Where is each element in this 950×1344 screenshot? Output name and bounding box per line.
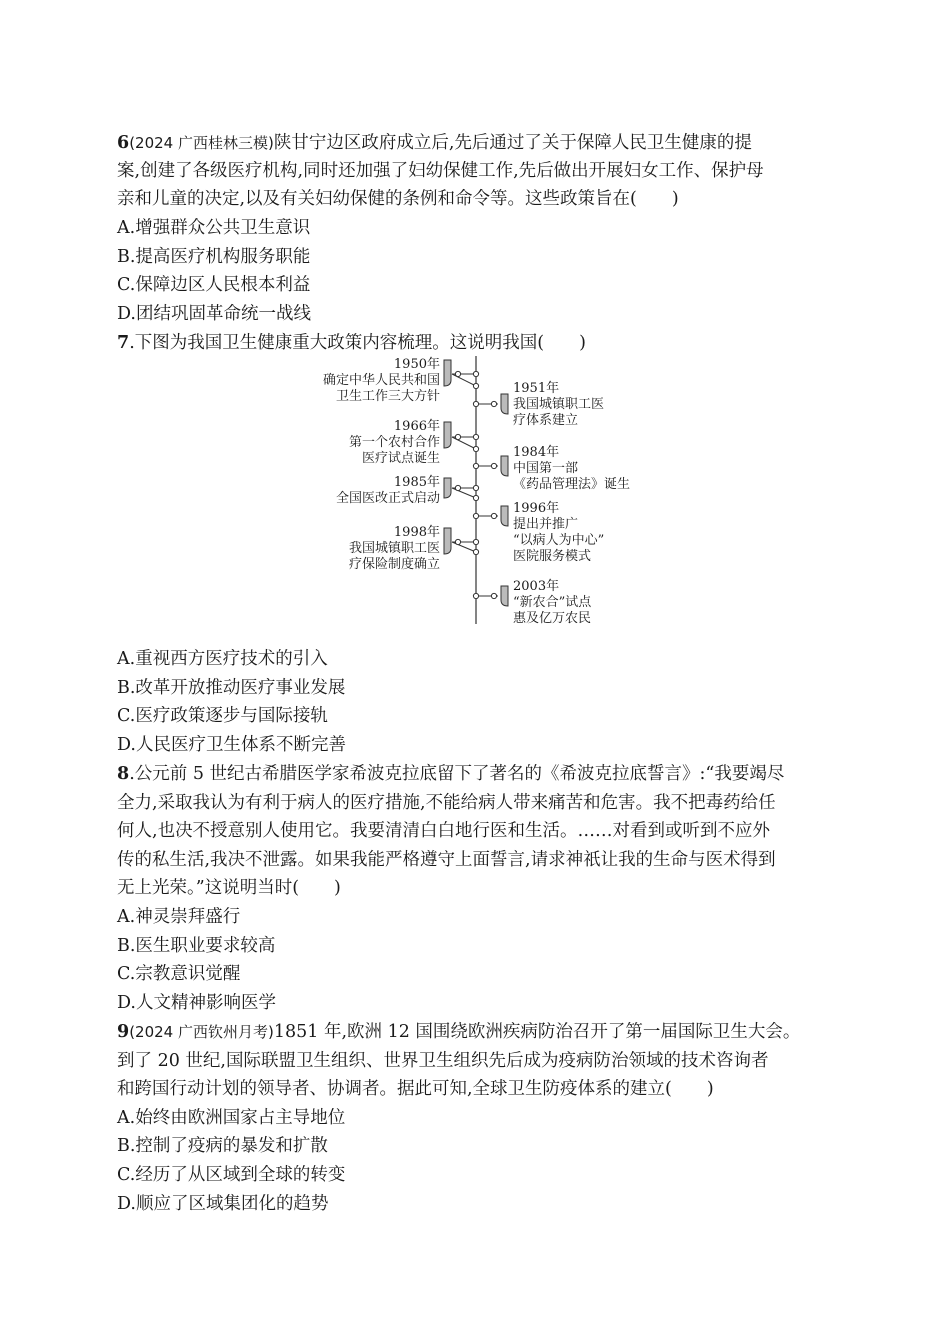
q6-option-c[interactable]: C.保障边区人民根本利益 bbox=[117, 275, 311, 295]
left-3-line1: 全国医改正式启动 bbox=[335, 491, 440, 506]
right-2-year: 1984年 bbox=[513, 445, 560, 460]
q9-line-2: 到了 20 世纪,国际联盟卫生组织、世界卫生组织先后成为疫病防治领域的技术咨询者 bbox=[117, 1051, 769, 1071]
right-4-year: 2003年 bbox=[513, 579, 560, 594]
right-2-line2: 《药品管理法》诞生 bbox=[513, 477, 631, 492]
q8-option-b[interactable]: B.医生职业要求较高 bbox=[117, 936, 276, 956]
left-4-line2: 疗保险制度确立 bbox=[348, 557, 440, 572]
left-4-line1: 我国城镇职工医 bbox=[348, 541, 440, 556]
q6-option-b[interactable]: B.提高医疗机构服务职能 bbox=[117, 247, 311, 267]
q7-text: .下图为我国卫生健康重大政策内容梳理。这说明我国( ) bbox=[129, 333, 586, 353]
q6-option-a[interactable]: A.增强群众公共卫生意识 bbox=[117, 218, 311, 238]
q8-line-5: 无上光荣。”这说明当时( ) bbox=[117, 878, 341, 898]
right-1-line2: 疗体系建立 bbox=[513, 413, 579, 428]
q6-option-d[interactable]: D.团结巩固革命统一战线 bbox=[117, 304, 311, 324]
right-2-line1: 中国第一部 bbox=[513, 461, 579, 476]
q6-number: 6 bbox=[117, 133, 130, 153]
q7-option-c[interactable]: C.医疗政策逐步与国际接轨 bbox=[117, 706, 328, 726]
q9-line-1 bbox=[117, 1021, 800, 1043]
q7-option-d[interactable]: D.人民医疗卫生体系不断完善 bbox=[117, 735, 346, 755]
left-3-year: 1985年 bbox=[393, 475, 440, 490]
right-3-line2: “以病人为中心” bbox=[513, 533, 605, 548]
right-1-year: 1951年 bbox=[513, 381, 560, 396]
left-2-line2: 医疗试点诞生 bbox=[361, 451, 440, 466]
q9-option-b[interactable]: B.控制了疫病的暴发和扩散 bbox=[117, 1136, 328, 1156]
right-3-year: 1996年 bbox=[513, 501, 560, 516]
q7-option-b[interactable]: B.改革开放推动医疗事业发展 bbox=[117, 678, 346, 698]
q8-line-1 bbox=[117, 763, 784, 785]
left-1-line2: 卫生工作三大方针 bbox=[335, 389, 440, 404]
q7-option-a[interactable]: A.重视西方医疗技术的引入 bbox=[117, 649, 328, 669]
right-1-line1: 我国城镇职工医 bbox=[513, 397, 605, 412]
q6-line-3: 亲和儿童的决定,以及有关妇幼保健的条例和命令等。这些政策旨在( ) bbox=[117, 189, 679, 209]
q8-option-d[interactable]: D.人文精神影响医学 bbox=[117, 993, 276, 1013]
q8-line-4: 传的私生活,我决不泄露。如果我能严格遵守上面誓言,请求神祇让我的生命与医术得到 bbox=[117, 850, 776, 870]
right-4-line1: “新农合”试点 bbox=[513, 595, 592, 610]
left-2-year: 1966年 bbox=[393, 419, 440, 434]
q7-number: 7 bbox=[117, 333, 130, 353]
q8-option-c[interactable]: C.宗教意识觉醒 bbox=[117, 964, 241, 984]
q9-source: (2024 广西钦州月考) bbox=[129, 1023, 274, 1041]
q8-line-3: 何人,也决不授意别人使用它。我要清清白白地行医和生活。……对看到或听到不应外 bbox=[117, 821, 771, 841]
policy-timeline-diagram bbox=[300, 352, 660, 630]
q6-line-2: 案,创建了各级医疗机构,同时还加强了妇幼保健工作,先后做出开展妇女工作、保护母 bbox=[117, 161, 764, 181]
q9-option-d[interactable]: D.顺应了区域集团化的趋势 bbox=[117, 1194, 329, 1214]
left-connectors bbox=[452, 371, 479, 554]
q9-number: 9 bbox=[117, 1022, 130, 1042]
left-1-line1: 确定中华人民共和国 bbox=[322, 373, 440, 388]
q9-option-a[interactable]: A.始终由欧洲国家占主导地位 bbox=[117, 1108, 346, 1128]
left-1-year: 1950年 bbox=[393, 357, 440, 372]
right-3-line1: 提出并推广 bbox=[513, 517, 579, 532]
right-4-line2: 惠及亿万农民 bbox=[513, 611, 592, 626]
left-4-year: 1998年 bbox=[393, 525, 440, 540]
right-3-line3: 医院服务模式 bbox=[513, 549, 592, 564]
q8-line-2: 全力,采取我认为有利于病人的医疗措施,不能给病人带来痛苦和危害。我不把毒药给任 bbox=[117, 793, 776, 813]
q7-stem bbox=[117, 332, 586, 354]
q6-text: 陕甘宁边区政府成立后,先后通过了关于保障人民卫生健康的提 bbox=[273, 133, 752, 153]
left-tabs bbox=[444, 360, 451, 554]
left-2-line1: 第一个农村合作 bbox=[348, 435, 440, 450]
q8-text: .公元前 5 世纪古希腊医学家希波克拉底留下了著名的《希波克拉底誓言》:“我要竭尽 bbox=[129, 764, 785, 784]
q9-line-3: 和跨国行动计划的领导者、协调者。据此可知,全球卫生防疫体系的建立( ) bbox=[117, 1079, 714, 1099]
q8-option-a[interactable]: A.神灵崇拜盛行 bbox=[117, 907, 241, 927]
q6-line-1 bbox=[117, 132, 752, 154]
right-tabs bbox=[501, 394, 508, 606]
q8-number: 8 bbox=[117, 764, 130, 784]
q9-text: 1851 年,欧洲 12 国围绕欧洲疾病防治召开了第一届国际卫生大会。 bbox=[273, 1022, 801, 1042]
q6-source: (2024 广西桂林三模) bbox=[129, 134, 274, 152]
q9-option-c[interactable]: C.经历了从区域到全球的转变 bbox=[117, 1165, 346, 1185]
